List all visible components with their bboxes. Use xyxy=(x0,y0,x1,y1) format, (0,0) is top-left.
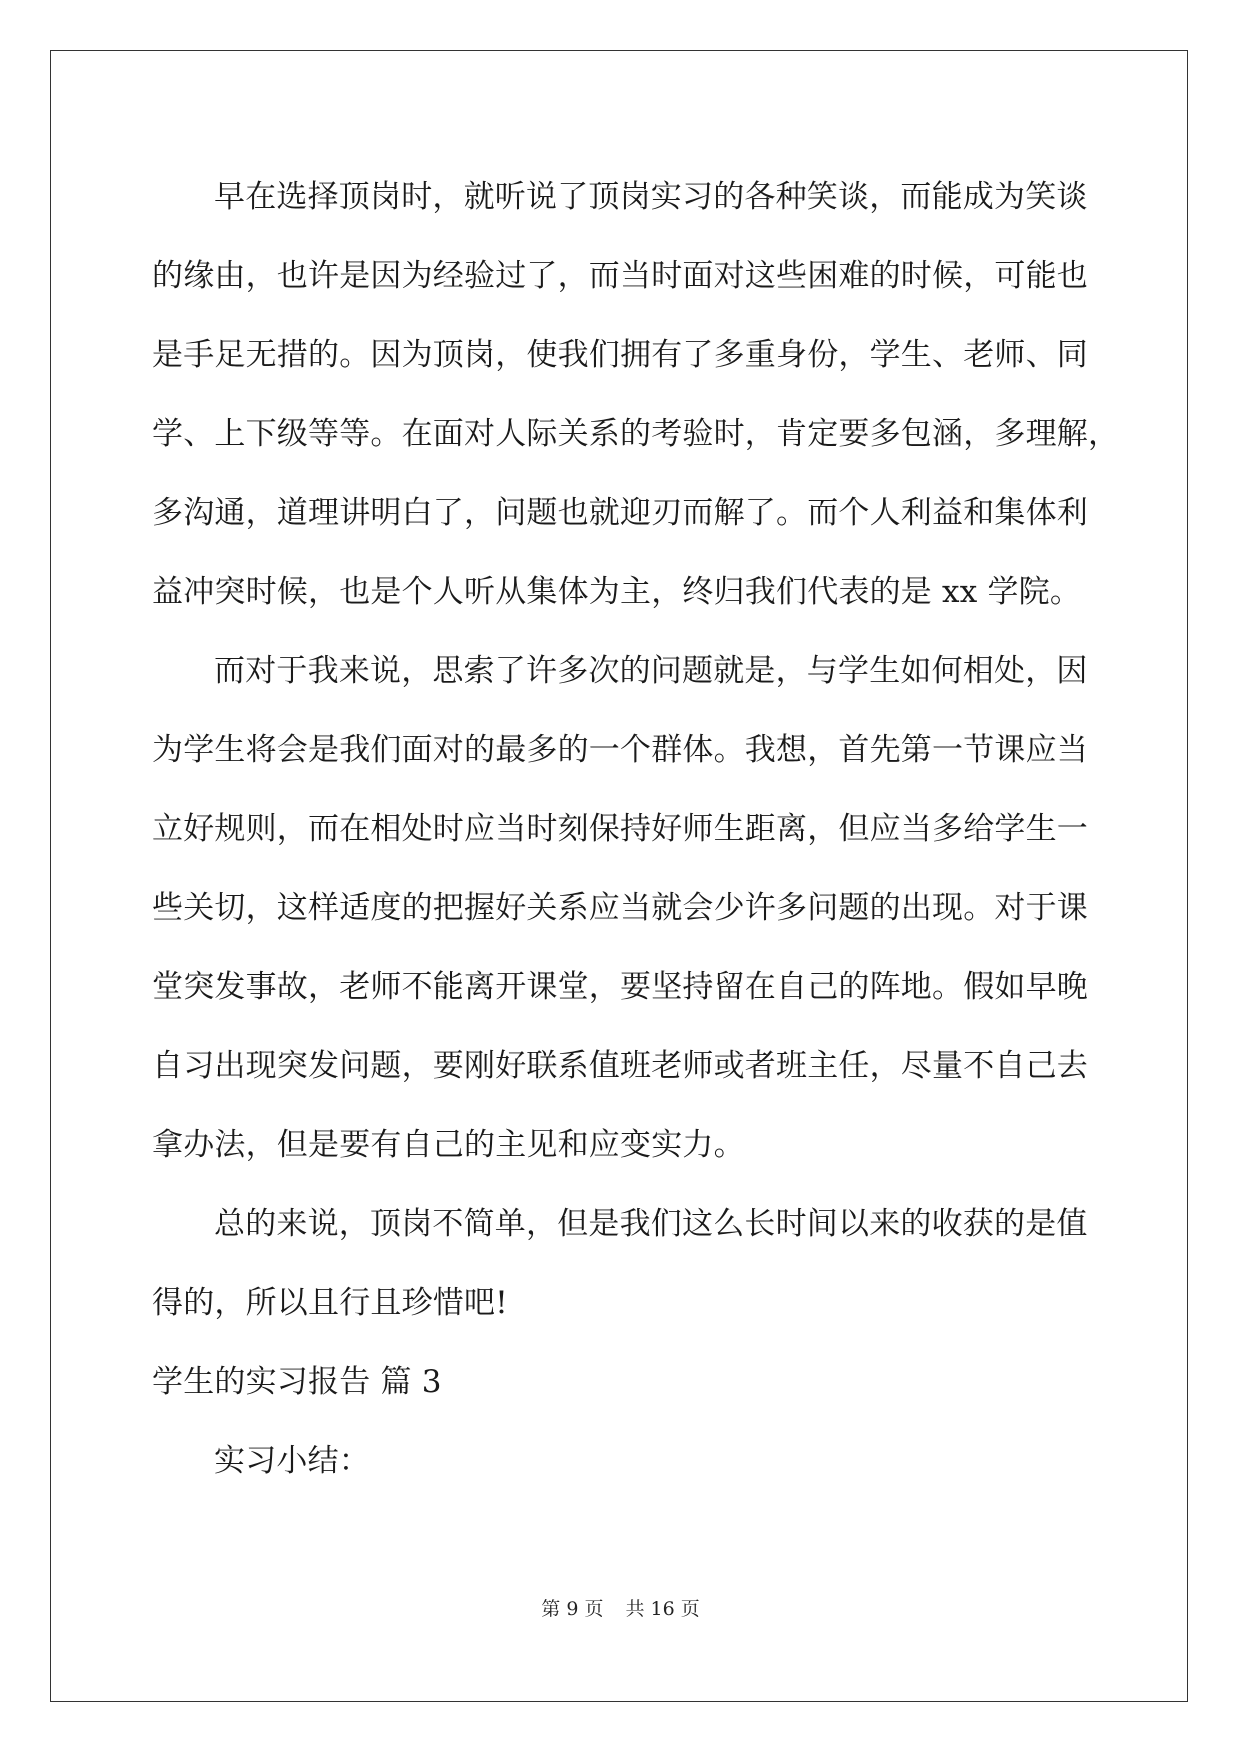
page-number: 第 9 页 xyxy=(541,1598,604,1620)
paragraph-line: 是手足无措的。因为顶岗，使我们拥有了多重身份，学生、老师、同 xyxy=(152,337,1088,373)
subheading: 实习小结： xyxy=(214,1443,370,1479)
paragraph-line: 堂突发事故，老师不能离开课堂，要坚持留在自己的阵地。假如早晚 xyxy=(152,969,1088,1005)
paragraph-line: 些关切，这样适度的把握好关系应当就会少许多问题的出现。对于课 xyxy=(152,890,1088,926)
paragraph-line: 而对于我来说，思索了许多次的问题就是，与学生如何相处，因 xyxy=(214,653,1088,689)
paragraph-line: 多沟通，道理讲明白了，问题也就迎刃而解了。而个人利益和集体利 xyxy=(152,495,1088,531)
paragraph-line: 早在选择顶岗时，就听说了顶岗实习的各种笑谈，而能成为笑谈 xyxy=(214,179,1088,215)
paragraph-line: 为学生将会是我们面对的最多的一个群体。我想，首先第一节课应当 xyxy=(152,732,1088,768)
document-body xyxy=(152,158,1120,1501)
paragraph-line: 拿办法，但是要有自己的主见和应变实力。 xyxy=(152,1127,745,1163)
paragraph-line: 总的来说，顶岗不简单，但是我们这么长时间以来的收获的是值 xyxy=(214,1206,1088,1242)
paragraph-line: 立好规则，而在相处时应当时刻保持好师生距离，但应当多给学生一 xyxy=(152,811,1088,847)
paragraph-line: 的缘由，也许是因为经验过了，而当时面对这些困难的时候，可能也 xyxy=(152,258,1088,294)
paragraph-1 xyxy=(152,158,1120,632)
paragraph-3 xyxy=(152,1185,1092,1343)
page-footer xyxy=(0,1594,1241,1621)
paragraph-line: 学、上下级等等。在面对人际关系的考验时，肯定要多包涵，多理解， xyxy=(152,416,1120,452)
section-heading: 学生的实习报告 篇 3 xyxy=(152,1364,442,1400)
paragraph-line: 得的，所以且行且珍惜吧! xyxy=(152,1285,508,1321)
paragraph-2 xyxy=(152,632,1092,1185)
paragraph-line: 益冲突时候，也是个人听从集体为主，终归我们代表的是 xx 学院。 xyxy=(152,574,1082,610)
paragraph-line: 自习出现突发问题，要刚好联系值班老师或者班主任，尽量不自己去 xyxy=(152,1048,1088,1084)
page-total: 共 16 页 xyxy=(625,1598,700,1620)
